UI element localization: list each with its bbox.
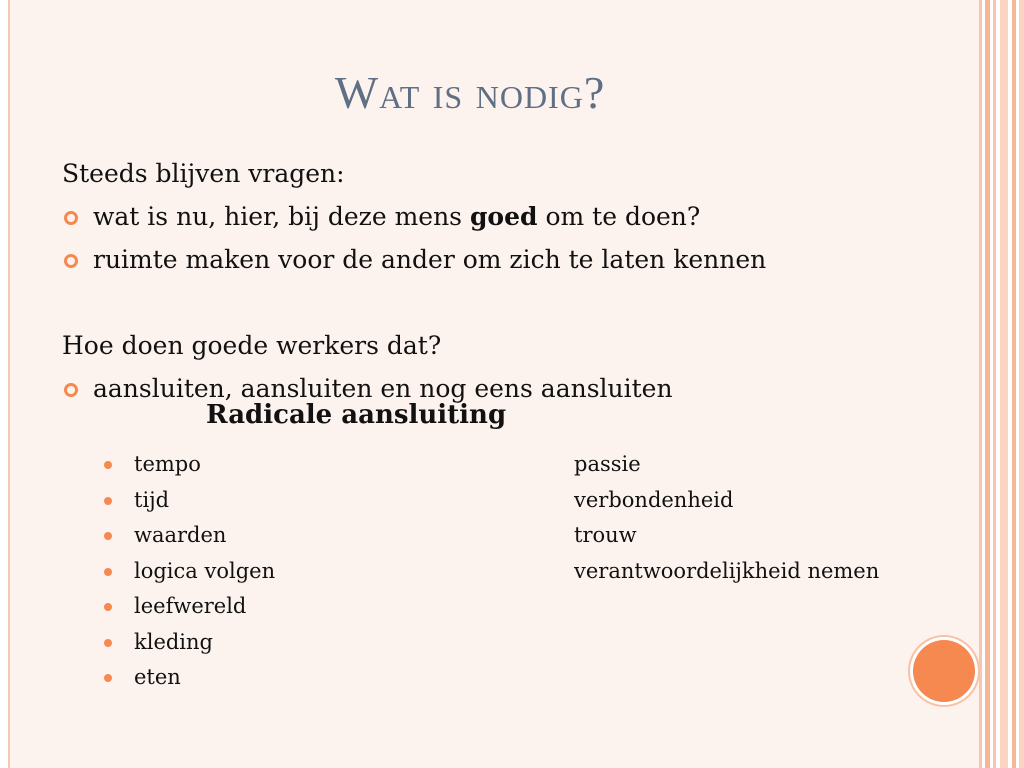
bullet-item	[62, 195, 942, 238]
sublist-right	[574, 447, 879, 589]
list-item-text: tijd	[134, 487, 170, 512]
dot-bullet-icon	[104, 674, 112, 682]
bullet-item	[62, 238, 942, 281]
list-item-text: kleding	[134, 629, 213, 654]
decorative-circle	[913, 640, 975, 702]
list-item-text: tempo	[134, 452, 201, 476]
list-item	[102, 625, 275, 661]
list-item: trouw	[574, 523, 637, 547]
list-item-text: leefwereld	[134, 594, 247, 618]
list-item	[102, 483, 275, 519]
list-item-text: logica volgen	[134, 558, 276, 583]
list-item: verantwoordelijkheid nemen	[574, 558, 880, 583]
slide-content	[62, 152, 942, 410]
ring-bullet-icon	[64, 383, 78, 397]
list-item-text: eten	[134, 665, 181, 689]
spacer	[62, 281, 942, 324]
bullet-text: om te doen?	[537, 202, 701, 231]
question-text: Hoe doen goede werkers dat?	[62, 331, 442, 360]
dot-bullet-icon	[104, 532, 112, 540]
bullet-text: ruimte maken voor de ander om zich te laten kennen	[93, 245, 767, 274]
decorative-stripe	[1019, 0, 1024, 768]
dot-bullet-icon	[104, 461, 112, 469]
list-item	[102, 518, 275, 554]
bullet-text: wat is nu, hier, bij deze mens	[93, 202, 470, 231]
dot-bullet-icon	[104, 568, 112, 576]
list-item-text: waarden	[134, 523, 227, 547]
ring-bullet-icon	[64, 211, 78, 225]
list-item: verbondenheid	[574, 487, 734, 512]
list-item	[102, 660, 275, 696]
list-item	[102, 554, 275, 590]
list-item	[102, 589, 275, 625]
decorative-stripe	[979, 0, 982, 768]
dot-bullet-icon	[104, 639, 112, 647]
sublist-left	[102, 447, 275, 696]
dot-bullet-icon	[104, 603, 112, 611]
list-item	[102, 447, 275, 483]
dot-bullet-icon	[104, 497, 112, 505]
ring-bullet-icon	[64, 254, 78, 268]
decorative-stripe	[1000, 0, 1008, 768]
bullet-text: aansluiten, aansluiten en nog eens aansluiten	[93, 374, 673, 403]
decorative-stripe	[993, 0, 996, 768]
decorative-stripe	[1012, 0, 1016, 768]
subheading: Radicale aansluiting	[206, 400, 507, 430]
intro-text: Steeds blijven vragen:	[62, 159, 345, 188]
list-item: passie	[574, 452, 641, 476]
decorative-stripe	[985, 0, 990, 768]
bullet-bold-text: goed	[469, 202, 538, 231]
slide-title: Wat is nodig?	[334, 67, 606, 118]
